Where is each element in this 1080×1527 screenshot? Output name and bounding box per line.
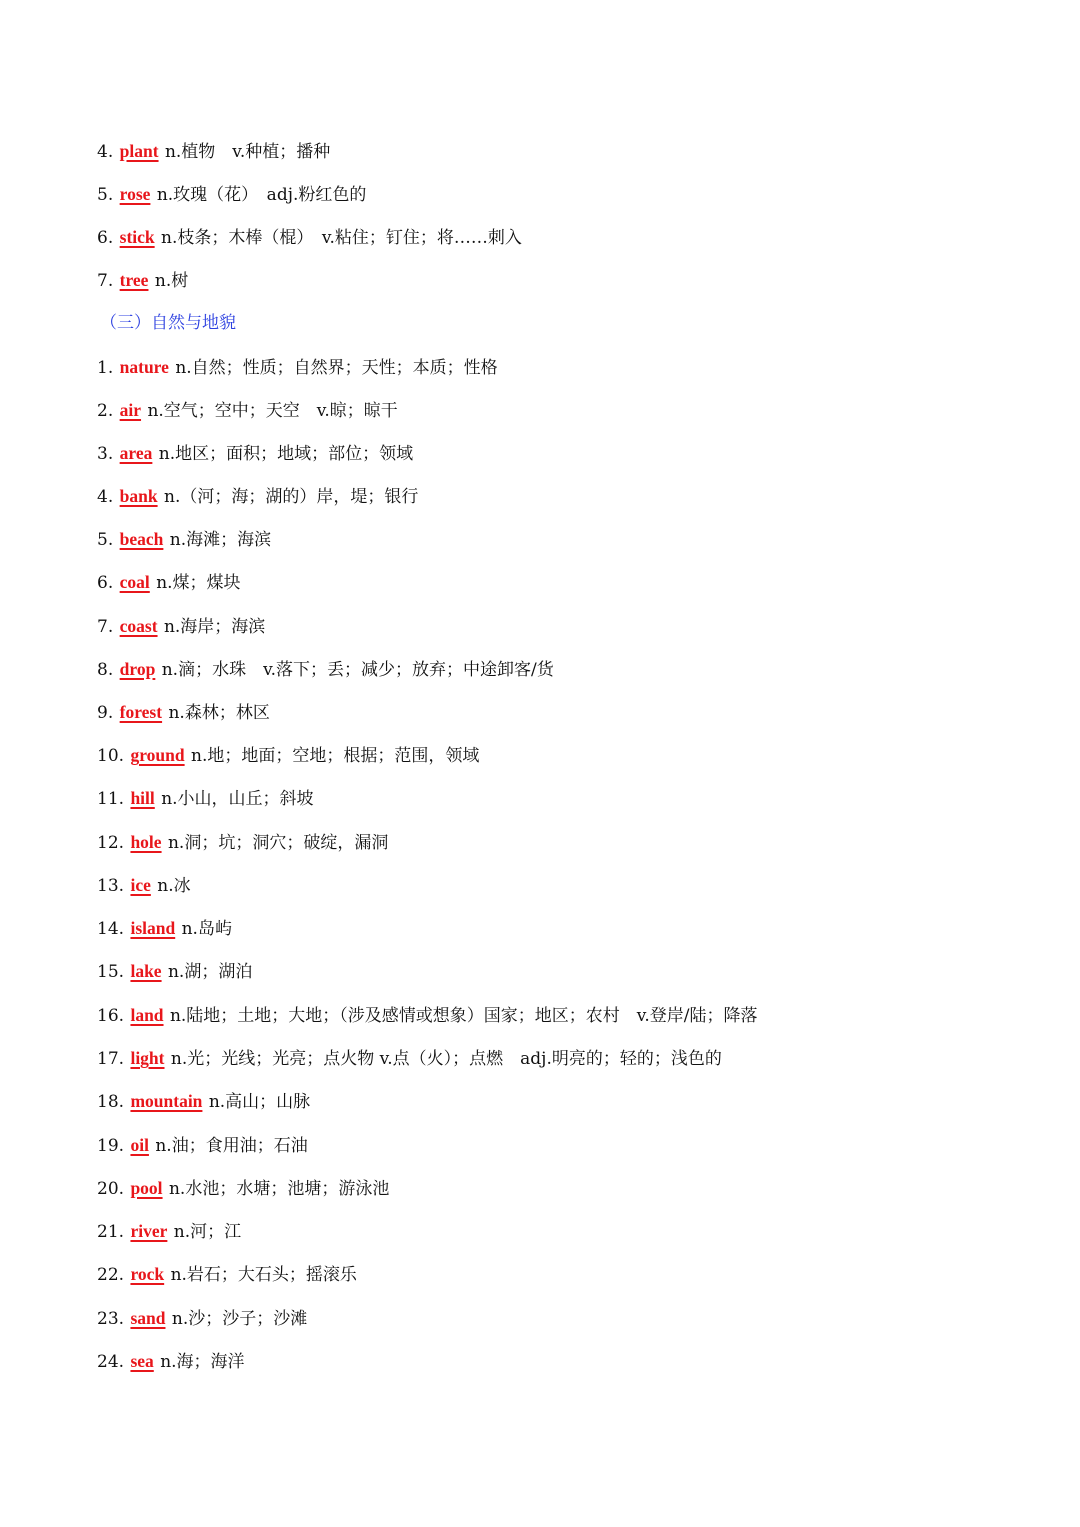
vocab-entry — [97, 1174, 389, 1202]
vocab-entry — [97, 1260, 357, 1288]
entry-number: 13. — [97, 876, 125, 896]
entry-number: 16. — [97, 1006, 125, 1026]
entry-headword: ice — [130, 875, 151, 895]
entry-definition: n.小山，山丘；斜坡 — [161, 789, 314, 809]
vocab-entry — [97, 396, 398, 424]
entry-definition: n.河；江 — [173, 1222, 242, 1242]
entry-definition: n.水池；水塘；池塘；游泳池 — [168, 1179, 390, 1199]
entry-number: 23. — [97, 1309, 125, 1329]
entry-definition: n.地区；面积；地域；部位；领域 — [158, 444, 414, 464]
entry-number: 6. — [97, 228, 114, 248]
entry-number: 6. — [97, 573, 114, 593]
entry-number: 15. — [97, 962, 125, 982]
entry-number: 4. — [97, 142, 114, 162]
entry-number: 22. — [97, 1265, 125, 1285]
entry-number: 5. — [97, 530, 114, 550]
entry-definition: n.自然；性质；自然界；天性；本质；性格 — [175, 358, 498, 378]
entry-headword: ground — [130, 745, 185, 765]
vocab-entry — [97, 828, 388, 856]
entry-definition: n.枝条；木棒（棍） v.粘住；钉住；将……刺入 — [161, 228, 522, 248]
entry-headword: land — [130, 1005, 164, 1025]
entry-number: 18. — [97, 1092, 125, 1112]
vocab-entry — [97, 180, 366, 208]
vocab-entry — [97, 612, 265, 640]
entry-headword: oil — [130, 1135, 149, 1155]
entry-definition: n.森林；林区 — [168, 703, 270, 723]
vocab-entry — [97, 655, 554, 683]
entry-definition: n.树 — [154, 271, 189, 291]
vocab-entry — [97, 1217, 241, 1245]
vocab-entry — [97, 353, 498, 381]
vocab-entry — [97, 266, 188, 294]
entry-headword: tree — [119, 270, 149, 290]
entry-headword: lake — [130, 961, 162, 981]
entry-headword: hill — [130, 788, 155, 808]
entry-number: 24. — [97, 1352, 125, 1372]
vocab-entry — [97, 1044, 722, 1072]
vocab-entry — [97, 871, 191, 899]
entry-number: 1. — [97, 358, 114, 378]
vocab-entry — [97, 137, 330, 165]
entry-definition: n.滴；水珠 v.落下；丢；减少；放弃；中途卸客/货 — [161, 660, 554, 680]
entry-headword: bank — [119, 486, 158, 506]
entry-headword: rose — [119, 184, 151, 204]
entry-number: 7. — [97, 617, 114, 637]
entry-definition: n.植物 v.种植；播种 — [164, 142, 331, 162]
vocab-entry — [97, 957, 252, 985]
entry-headword: rock — [130, 1264, 165, 1284]
entry-definition: n.空气；空中；天空 v.晾；晾干 — [147, 401, 398, 421]
entry-definition: n.（河；海；湖的）岸，堤；银行 — [164, 487, 419, 507]
entry-definition: n.海岸；海滨 — [163, 617, 266, 637]
vocab-entry — [97, 1001, 758, 1029]
vocab-entry — [97, 914, 232, 942]
entry-definition: n.海滩；海滨 — [169, 530, 272, 550]
entry-headword: beach — [119, 529, 164, 549]
vocab-entry — [97, 439, 413, 467]
vocab-entry — [97, 698, 270, 726]
entry-headword: island — [130, 918, 176, 938]
entry-number: 2. — [97, 401, 114, 421]
entry-headword: coast — [119, 616, 158, 636]
entry-number: 4. — [97, 487, 114, 507]
entry-headword: sand — [130, 1308, 166, 1328]
entry-definition: n.高山；山脉 — [208, 1092, 311, 1112]
entry-definition: n.光；光线；光亮；点火物 v.点（火）；点燃 adj.明亮的；轻的；浅色的 — [170, 1049, 722, 1069]
entry-headword: stick — [119, 227, 155, 247]
entry-number: 11. — [97, 789, 125, 809]
entry-definition: n.陆地；土地；大地；（涉及感情或想象）国家；地区；农村 v.登岸/陆；降落 — [169, 1006, 758, 1026]
entry-number: 19. — [97, 1136, 125, 1156]
entry-definition: n.冰 — [157, 876, 191, 896]
vocab-entry — [97, 1347, 245, 1375]
entry-number: 21. — [97, 1222, 125, 1242]
vocab-entry — [97, 784, 314, 812]
vocab-entry — [97, 568, 241, 596]
entry-headword: mountain — [130, 1091, 203, 1111]
vocab-entry — [97, 525, 271, 553]
vocab-entry — [97, 223, 522, 251]
entry-number: 14. — [97, 919, 125, 939]
section-heading: （三）自然与地貌 — [100, 313, 236, 333]
entry-headword: drop — [119, 659, 156, 679]
entry-number: 8. — [97, 660, 114, 680]
entry-headword: hole — [130, 832, 162, 852]
entry-headword: pool — [130, 1178, 163, 1198]
entry-headword: sea — [130, 1351, 154, 1371]
entry-number: 20. — [97, 1179, 125, 1199]
entry-headword: area — [119, 443, 153, 463]
entry-definition: n.沙；沙子；沙滩 — [171, 1309, 308, 1329]
vocab-entry — [97, 482, 418, 510]
entry-headword: light — [130, 1048, 165, 1068]
entry-number: 12. — [97, 833, 125, 853]
entry-number: 17. — [97, 1049, 125, 1069]
entry-headword: nature — [119, 357, 169, 377]
entry-headword: air — [119, 400, 142, 420]
vocab-entry — [97, 1304, 307, 1332]
entry-definition: n.岩石；大石头；摇滚乐 — [170, 1265, 357, 1285]
entry-definition: n.煤；煤块 — [156, 573, 241, 593]
entry-definition: n.湖；湖泊 — [167, 962, 253, 982]
entry-definition: n.玫瑰（花） adj.粉红色的 — [156, 185, 367, 205]
entry-number: 3. — [97, 444, 114, 464]
entry-number: 10. — [97, 746, 125, 766]
entry-definition: n.地；地面；空地；根据；范围，领域 — [191, 746, 480, 766]
entry-definition: n.海；海洋 — [160, 1352, 245, 1372]
vocab-entry — [97, 741, 479, 769]
entry-headword: coal — [119, 572, 150, 592]
vocab-entry — [97, 1131, 308, 1159]
entry-definition: n.岛屿 — [181, 919, 232, 939]
entry-definition: n.洞；坑；洞穴；破绽，漏洞 — [167, 833, 389, 853]
entry-definition: n.油；食用油；石油 — [155, 1136, 308, 1156]
vocab-entry — [97, 1087, 310, 1115]
entry-headword: plant — [119, 141, 159, 161]
entry-number: 5. — [97, 185, 114, 205]
entry-number: 9. — [97, 703, 114, 723]
entry-number: 7. — [97, 271, 114, 291]
entry-headword: river — [130, 1221, 168, 1241]
entry-headword: forest — [119, 702, 163, 722]
